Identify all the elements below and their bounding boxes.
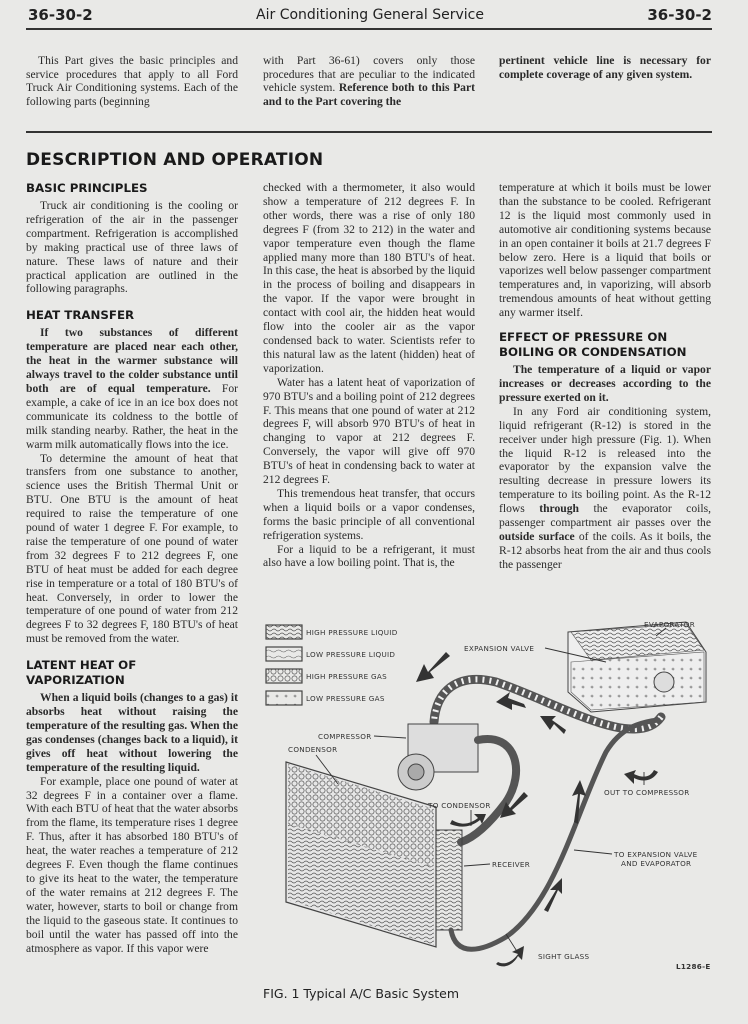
body-column-3 — [499, 181, 711, 572]
running-title: Air Conditioning General Service — [256, 7, 484, 23]
heading-latent-heat: LATENT HEAT OF VAPORIZATION — [26, 658, 137, 688]
label-condensor: CONDENSOR — [288, 745, 338, 754]
legend-swatch-low-pressure-liquid — [266, 647, 302, 661]
para-c2-4: For a liquid to be a refrigerant, it must also have a low boiling point. That is, the — [263, 542, 475, 570]
para-latent-bold — [26, 691, 238, 774]
legend-label-low-pressure-gas: LOW PRESSURE GAS — [306, 694, 385, 703]
intro-col-1 — [26, 54, 238, 108]
receiver-unit — [436, 830, 462, 930]
page-number-right: 36-30-2 — [647, 6, 712, 24]
para-c3-bold-text: The temperature of a liquid or vapor increases or decreases according to the pressure exerted on it. — [499, 363, 711, 404]
section-title: DESCRIPTION AND OPERATION — [26, 150, 324, 170]
para-c3-1: temperature at which it boils must be lower than the substance to be cooled. Refrigerant 12 is the liquid most commonly used in automotive air conditioning systems because in an open container it boils at 21.7 degrees F below zero. Here is a liquid that boils or vaporizes well below passenger compartment temperatures and, in vaporizing, will absorb tremendous amounts of heat without getting any warmer itself. — [499, 181, 711, 320]
label-to-expansion-valve: TO EXPANSION VALVE — [614, 850, 698, 859]
para-btu: To determine the amount of heat that transfers from one substance to another, science uses the British Thermal Unit or BTU. One BTU is the amount of heat required to raise the temperature of one pound of water 1 degree F. For example, to raise the temperature of one pound of water from 32 degrees F to 212 degrees F, one BTU of heat must be added for each degree rise in temperature or a total of 180 BTU's of heat. Conversely, in order to lower the temperature of one pound of water from 212 degrees F to 32 degrees F, 180 BTU's of heat must be removed from the water. — [26, 451, 238, 646]
flow-arrow — [624, 770, 658, 784]
heading-basic-principles: BASIC PRINCIPLES — [26, 181, 148, 195]
intro-col-3 — [499, 54, 711, 81]
para-example: For example, place one pound of water at 32 degrees F in a container over a flame. With each BTU of heat that the water absorbs from the flame, its temperature rises 1 degree F. Thus, after it has absorbed 180 BTU's of heat, the water reaches a temperature of 212 degrees F. Even though the flame continues to give its heat to the water, the temperature of the water remains at 212 degrees F. The water, however, starts to boil or change from the liquid to the gaseous state. It continues to boil until the water has passed off into the atmosphere as vapor. If this vapor were — [26, 774, 239, 955]
intro-text-3-bold: pertinent vehicle line is necessary for complete coverage of any given system. — [499, 54, 711, 81]
body-column-1 — [26, 181, 238, 955]
compressor-unit — [398, 724, 478, 790]
legend-label-high-pressure-gas: HIGH PRESSURE GAS — [306, 672, 388, 681]
flow-arrow — [540, 716, 566, 734]
para-basic: Truck air conditioning is the cooling or refrigeration of the air in the passenger compartment. Refrigeration is accomplished by making practical use of three laws of nature. These laws of nature and their practical application are outlined in the following paragraphs. — [26, 199, 238, 296]
heading-heat-transfer: HEAT TRANSFER — [26, 308, 135, 323]
flow-arrow — [416, 652, 450, 682]
para-heat — [26, 326, 238, 451]
para-heat-bold: If two substances of different temperature are placed near each other, the heat in the warmer substance will always travel to the colder substance until both are of equal temperature. — [26, 326, 238, 395]
intro-text-2-bold: Reference both to this Part and to the Part covering the — [263, 81, 475, 108]
ac-system-diagram — [256, 612, 726, 982]
para-c2-1: checked with a thermometer, it also would show a temperature of 212 degrees F. In other words, there was a rise of only 180 degrees F (from 32 to 212) in the water and vapor temperature even though the flame applied many more than 180 BTU's of heat. In this case, the heat is absorbed by the liquid in the process of boiling and disappears in the vapor. If the vapor were brought in contact with cool air, the hidden heat would flow into the cooler air as the vapor condensed back to water. Scientists refer to this natural law as the latent (hidden) heat of vaporization. — [263, 181, 475, 375]
para-heat-plain: For example, a cake of ice in an ice box does not communicate its coldness to the bottle of milk standing nearby. Rather, the heat in the warm milk automatically flows into the ice. — [26, 381, 238, 451]
body-column-2 — [263, 181, 475, 570]
para-c3-bold — [499, 363, 711, 405]
label-receiver: RECEIVER — [492, 860, 531, 869]
section-rule — [26, 131, 712, 133]
flow-arrow — [450, 814, 486, 827]
intro-text-1: This Part gives the basic principles and service procedures that apply to all Ford Truck Air Conditioning systems. Each of the following parts (beginning — [26, 54, 238, 108]
para-c3-2 — [499, 405, 711, 572]
label-and-evaporator: AND EVAPORATOR — [621, 859, 692, 868]
legend-swatch-high-pressure-liquid — [266, 625, 302, 639]
figure-ac-system — [256, 612, 726, 982]
page-number-left: 36-30-2 — [28, 6, 93, 24]
intro-text-2: with Part 36-61) covers only those procedures that are peculiar to the indicated vehicle system. — [263, 54, 475, 95]
label-compressor: COMPRESSOR — [318, 732, 372, 741]
legend-swatch-low-pressure-gas — [266, 691, 302, 705]
para-c3-2c: the evaporator coils, passenger compartment air passes over the — [499, 502, 711, 530]
label-expansion-valve: EXPANSION VALVE — [464, 644, 535, 653]
legend-label-high-pressure-liquid: HIGH PRESSURE LIQUID — [306, 628, 398, 637]
para-latent-bold-text: When a liquid boils (changes to a gas) it absorbs heat without raising the temperature of the resulting gas. When the gas condenses (changes back to a liquid), it gives off heat without lowering the temperature of the resulting liquid. — [26, 691, 238, 774]
figure-caption: FIG. 1 Typical A/C Basic System — [263, 986, 460, 1001]
heading-effect-1: EFFECT OF PRESSURE ON — [499, 330, 668, 345]
flow-arrow — [496, 946, 524, 966]
figure-code: L1286-E — [676, 962, 711, 971]
label-sight-glass: SIGHT GLASS — [538, 952, 590, 961]
legend-swatch-high-pressure-gas — [266, 669, 302, 683]
label-out-to-compressor: OUT TO COMPRESSOR — [604, 788, 690, 797]
para-c3-2-bold-2: outside surface — [499, 529, 575, 543]
para-c2-2: Water has a latent heat of vaporization of 970 BTU's and a boiling point of 212 degrees F. This means that one pound of water at 212 degrees F, will absorb 970 BTU's of heat in changing to vapor at 212 degrees F. Conversely, the vapor will give off 970 BTU's of heat in condensing back to water at 212 degrees F. — [263, 375, 475, 487]
para-c2-3: This tremendous heat transfer, that occurs when a liquid boils or a vapor condenses, forms the basic principle of all conventional refrigeration systems. — [263, 486, 475, 542]
header-rule — [26, 28, 712, 30]
para-c3-2-bold-1: through — [539, 502, 579, 516]
page-header — [28, 6, 712, 28]
para-c3-2d: of the coils. As it boils, the R-12 absorbs heat from the air and thus cools the passenger — [499, 529, 711, 571]
heading-effect-2: BOILING OR CONDENSATION — [499, 345, 687, 360]
intro-col-2 — [263, 54, 475, 108]
legend-label-low-pressure-liquid: LOW PRESSURE LIQUID — [306, 650, 396, 659]
label-to-condensor: TO CONDENSOR — [428, 801, 491, 810]
para-c3-2a: In any Ford air conditioning system, liquid refrigerant (R-12) is stored in the receiver under high pressure (Fig. 1). When the liquid R-12 is released into the evaporator by the expansion valve the resulting decrease in pressure lowers its temperature to its boiling point. As the R-12 flows — [499, 404, 711, 516]
label-evaporator: EVAPORATOR — [644, 620, 696, 629]
evaporator-unit — [568, 622, 706, 712]
